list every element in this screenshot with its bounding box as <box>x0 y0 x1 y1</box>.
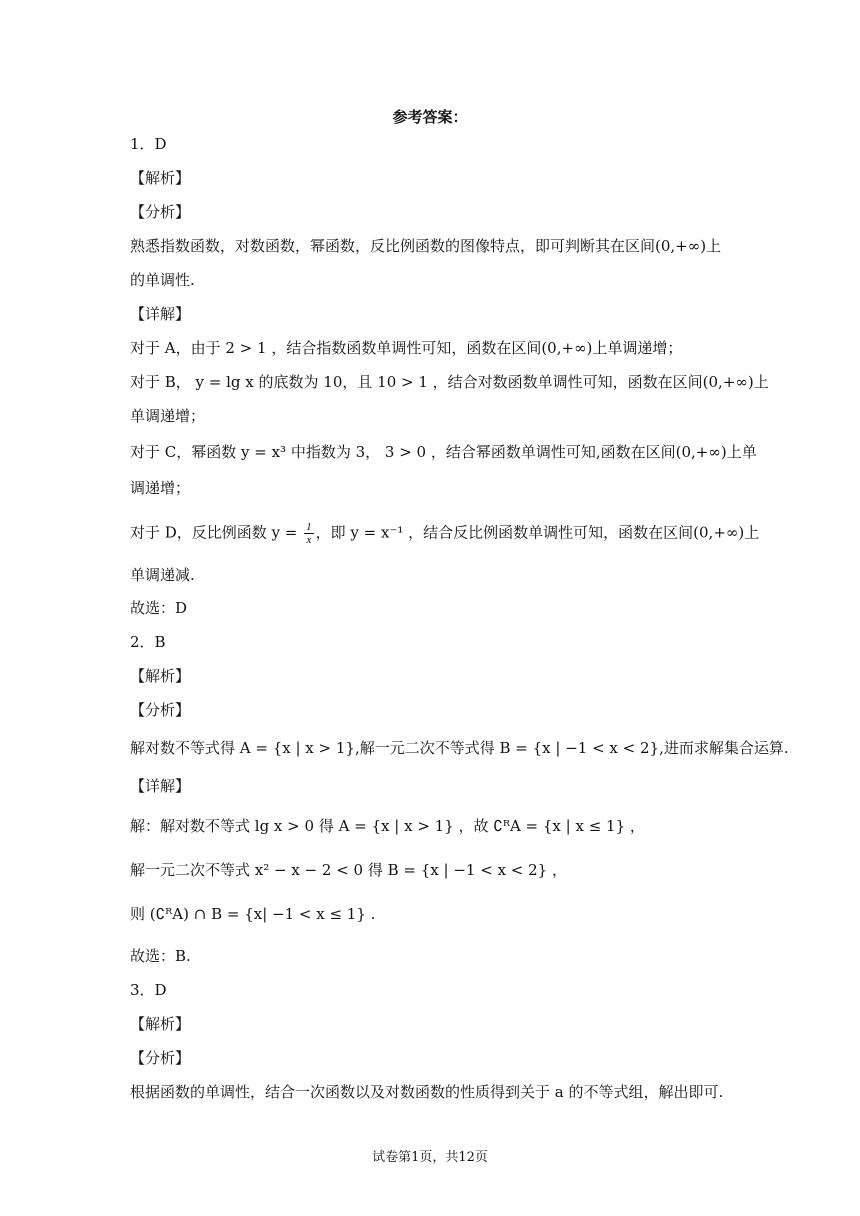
page-title: 参考答案： <box>392 108 468 126</box>
q2-xiangjie-heading: 【详解】 <box>130 777 191 795</box>
q2-jiexi-heading: 【解析】 <box>130 667 191 685</box>
q1-option-d-fraction <box>304 521 314 546</box>
q1-answer: 故选：D <box>130 599 188 617</box>
q1-option-d-line-1 <box>130 521 759 546</box>
q3-fenxi-text: 根据函数的单调性，结合一次函数以及对数函数的性质得到关于 a 的不等式组，解出即可. <box>130 1083 724 1101</box>
q3-jiexi-heading: 【解析】 <box>130 1015 191 1033</box>
q1-fenxi-text-2: 的单调性. <box>130 271 195 289</box>
q2-detail-line-1: 解：解对数不等式 lg x > 0 得 A = {x | x > 1} ，故 ∁ᴿA = {x | x ≤ 1} ， <box>130 817 645 835</box>
q1-fenxi-text-1: 熟悉指数函数，对数函数，幂函数，反比例函数的图像特点，即可判断其在区间(0,+∞)上 <box>130 237 722 255</box>
q2-detail-line-2: 解一元二次不等式 x² − x − 2 < 0 得 B = {x | −1 < x < 2} ， <box>130 861 567 879</box>
q1-option-c-line-2: 调递增； <box>130 479 191 497</box>
q1-option-b-line-2: 单调递增； <box>130 407 206 425</box>
fraction-numerator: 1 <box>306 521 312 533</box>
q3-fenxi-heading: 【分析】 <box>130 1049 191 1067</box>
q1-xiangjie-heading: 【详解】 <box>130 305 191 323</box>
q2-fenxi-heading: 【分析】 <box>130 701 191 719</box>
fraction-denominator: x <box>306 534 312 546</box>
q2-fenxi-text: 解对数不等式得 A = {x | x > 1},解一元二次不等式得 B = {x | −1 < x < 2},进而求解集合运算. <box>130 739 789 757</box>
q1-jiexi-heading: 【解析】 <box>130 169 191 187</box>
q2-answer: 故选：B. <box>130 947 191 965</box>
q2-detail-line-3: 则 (∁ᴿA) ∩ B = {x| −1 < x ≤ 1} . <box>130 905 376 923</box>
q1-option-d-suffix: ，即 y = x⁻¹ ，结合反比例函数单调性可知，函数在区间(0,+∞)上 <box>315 523 760 542</box>
page-footer: 试卷第1页，共12页 <box>372 1150 488 1165</box>
q1-option-b-line-1: 对于 B， y = lg x 的底数为 10，且 10 > 1 ，结合对数函数单调性可知，函数在区间(0,+∞)上 <box>130 373 769 391</box>
q1-answer-label: 1．D <box>130 135 167 153</box>
q3-answer-label: 3．D <box>130 981 167 999</box>
q1-fenxi-heading: 【分析】 <box>130 203 191 221</box>
q1-option-a-line: 对于 A，由于 2 > 1 ，结合指数函数单调性可知，函数在区间(0,+∞)上单调递增； <box>130 339 683 357</box>
q2-answer-label: 2．B <box>130 633 166 651</box>
q1-option-d-prefix: 对于 D，反比例函数 y = <box>130 523 303 542</box>
q1-option-d-line-2: 单调递减. <box>130 566 195 584</box>
q1-option-c-line-1: 对于 C，幂函数 y = x³ 中指数为 3， 3 > 0 ，结合幂函数单调性可知,函数在区间(0,+∞)上单 <box>130 443 757 461</box>
